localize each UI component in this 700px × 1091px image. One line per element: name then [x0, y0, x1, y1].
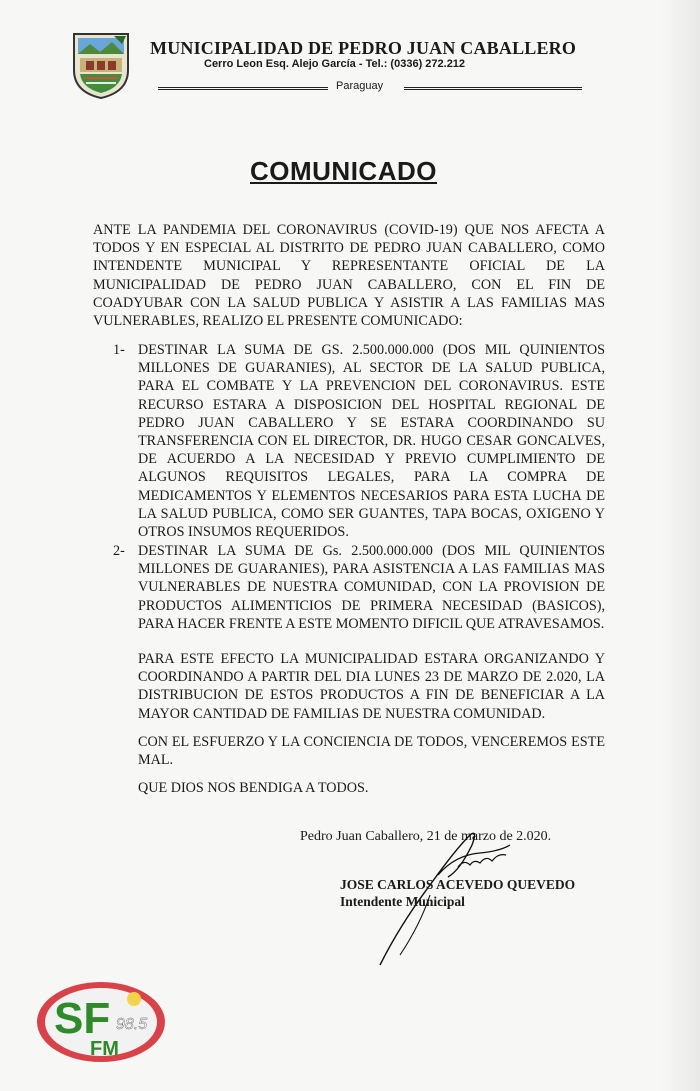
list-item-text: DESTINAR LA SUMA DE GS. 2.500.000.000 (DOS MIL QUINIENTOS MILLONES DE GUARANIES), AL SECTOR DE LA SALUD PUBLICA, PARA EL COMBATE Y LA PREVENCION DEL CORONAVIRUS. ESTE RECURSO ESTARA A DISPOSICION DEL HOSPITAL REGIONAL DE PEDRO JUAN CABALLERO Y SE ESTARA COORDINANDO SU TRANSFERENCIA CON EL DIRECTOR, DR. HUGO CESAR GONCALVES, DE ACUERDO A LA NECESIDAD Y PREVIO CUMPLIMIENTO DE ALGUNOS REQUISITOS LEGALES, PARA LA COMPRA DE MEDICAMENTOS Y ELEMENTOS NECESARIOS PARA ESTA LUCHA DE LA SALUD PUBLICA, COMO SER GUANTES, TAPA BOCAS, OXIGENO Y OTROS INSUMOS REQUERIDOS. [138, 342, 605, 541]
list-item-2 [113, 542, 605, 633]
municipality-country: Paraguay [336, 80, 384, 92]
place-date: Pedro Juan Caballero, 21 de marzo de 2.020. [300, 829, 552, 844]
logo-sub: FM [90, 1038, 119, 1060]
document-title: COMUNICADO [250, 156, 437, 186]
municipality-title: MUNICIPALIDAD DE PEDRO JUAN CABALLERO [150, 38, 577, 58]
logo-letters: SF [54, 994, 111, 1043]
intro-paragraph: ANTE LA PANDEMIA DEL CORONAVIRUS (COVID-19) QUE NOS AFECTA A TODOS Y EN ESPECIAL AL DISTRITO DE PEDRO JUAN CABALLERO, COMO INTENDENTE MUNICIPAL Y REPRESENTANTE OFICIAL DE LA MUNICIPALIDAD DE PEDRO JUAN CABALLERO, CON EL FIN DE COADYUBAR CON LA SALUD PUBLICA Y ASISTIR A LAS FAMILIAS MAS VULNERABLES, REALIZO EL PRESENTE COMUNICADO: [93, 222, 605, 330]
signer-name: JOSE CARLOS ACEVEDO QUEVEDO [340, 877, 576, 892]
list-item-number: 1- [113, 342, 125, 358]
signer-role: Intendente Municipal [340, 894, 465, 909]
municipality-address: Cerro Leon Esq. Alejo García - Tel.: (0336) 272.212 [204, 58, 466, 70]
list-item-text: DESTINAR LA SUMA DE Gs. 2.500.000.000 (DOS MIL QUINIENTOS MILLONES DE GUARANIES), PARA ASISTENCIA A LAS FAMILIAS MAS VULNERABLES DE NUESTRA COMUNIDAD, CON LA PROVISION DE PRODUCTOS ALIMENTICIOS DE PRIMERA NECESIDAD (BASICOS), PARA HACER FRENTE A ESTE MOMENTO DIFICIL QUE ATRAVESAMOS. [138, 543, 605, 632]
municipal-crest-icon [70, 30, 132, 100]
blessing-paragraph: QUE DIOS NOS BENDIGA A TODOS. [138, 780, 369, 796]
header-rule-right [404, 87, 582, 90]
list-item-number: 2- [113, 543, 125, 559]
logo-frequency: 98.5 [116, 1016, 148, 1033]
distribution-paragraph: PARA ESTE EFECTO LA MUNICIPALIDAD ESTARA ORGANIZANDO Y COORDINANDO A PARTIR DEL DIA LUNES 23 DE MARZO DE 2.020, LA DISTRIBUCION DE ESTOS PRODUCTOS A FIN DE BENEFICIAR A LA MAYOR CANTIDAD DE FAMILIAS DE NUESTRA COMUNIDAD. [138, 651, 605, 722]
header-rule-left [158, 87, 328, 90]
effort-paragraph: CON EL ESFUERZO Y LA CONCIENCIA DE TODOS, VENCEREMOS ESTE MAL. [138, 734, 605, 769]
radio-station-logo [34, 975, 169, 1065]
list-item-1 [113, 341, 605, 541]
page-shadow [660, 0, 700, 1091]
